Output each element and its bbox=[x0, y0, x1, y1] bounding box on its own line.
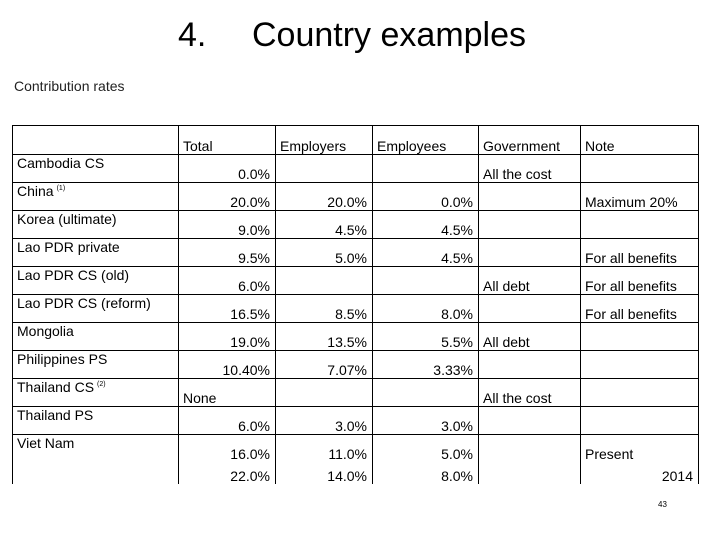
row-label: Viet Nam bbox=[17, 435, 75, 451]
total-cell: 16.0% bbox=[179, 435, 276, 463]
table-row bbox=[13, 155, 699, 183]
header-cell-government: Government bbox=[479, 126, 581, 155]
table-row bbox=[13, 183, 699, 211]
employees-cell: 4.5% bbox=[373, 211, 479, 239]
government-cell bbox=[479, 435, 581, 463]
total-cell: 10.40% bbox=[179, 351, 276, 379]
row-label: Cambodia CS bbox=[17, 155, 105, 171]
row-label-cell bbox=[13, 407, 179, 435]
table-row bbox=[13, 323, 699, 351]
row-label: Korea (ultimate) bbox=[17, 211, 117, 227]
header-cell-total: Total bbox=[179, 126, 276, 155]
row-label: Lao PDR CS (old) bbox=[17, 267, 130, 283]
employers-cell: 20.0% bbox=[276, 183, 373, 211]
government-cell bbox=[479, 183, 581, 211]
note-cell: For all benefits bbox=[581, 295, 699, 323]
government-cell bbox=[479, 407, 581, 435]
employees-cell: 3.33% bbox=[373, 351, 479, 379]
employers-cell: 8.5% bbox=[276, 295, 373, 323]
row-label: Lao PDR private bbox=[17, 239, 120, 255]
employees-cell: 4.5% bbox=[373, 239, 479, 267]
table-row-continuation bbox=[13, 462, 699, 484]
employers-cell bbox=[276, 155, 373, 183]
total-cell: 22.0% bbox=[179, 462, 276, 484]
contribution-rates-table bbox=[12, 125, 699, 484]
employers-cell bbox=[276, 267, 373, 295]
row-label: Mongolia bbox=[17, 323, 74, 339]
slide-title bbox=[0, 16, 720, 60]
government-cell bbox=[479, 351, 581, 379]
total-cell: 6.0% bbox=[179, 267, 276, 295]
employers-cell: 11.0% bbox=[276, 435, 373, 463]
employees-cell: 0.0% bbox=[373, 183, 479, 211]
employees-cell: 3.0% bbox=[373, 407, 479, 435]
row-label-cell bbox=[13, 155, 179, 183]
title-number: 4. bbox=[178, 16, 207, 54]
table-row bbox=[13, 239, 699, 267]
row-label: China bbox=[17, 183, 54, 199]
table-row bbox=[13, 435, 699, 463]
total-cell: 16.5% bbox=[179, 295, 276, 323]
row-label-cell bbox=[13, 379, 179, 407]
government-cell bbox=[479, 295, 581, 323]
government-cell bbox=[479, 239, 581, 267]
total-cell: 6.0% bbox=[179, 407, 276, 435]
note-cell: For all benefits bbox=[581, 239, 699, 267]
total-cell: 20.0% bbox=[179, 183, 276, 211]
note-cell bbox=[581, 323, 699, 351]
table-row bbox=[13, 267, 699, 295]
footnote-marker: (1) bbox=[56, 185, 66, 193]
row-label-cell bbox=[13, 435, 179, 463]
note-cell: For all benefits bbox=[581, 267, 699, 295]
note-cell bbox=[581, 351, 699, 379]
row-label-cell bbox=[13, 323, 179, 351]
row-label-cell bbox=[13, 295, 179, 323]
government-cell: All debt bbox=[479, 323, 581, 351]
row-label-cell bbox=[13, 211, 179, 239]
page-number: 43 bbox=[658, 500, 667, 509]
note-cell: Maximum 20% bbox=[581, 183, 699, 211]
note-cell bbox=[581, 211, 699, 239]
header-cell-employees: Employees bbox=[373, 126, 479, 155]
government-cell: All debt bbox=[479, 267, 581, 295]
row-label: Philippines PS bbox=[17, 351, 108, 367]
employers-cell bbox=[276, 379, 373, 407]
employers-cell: 13.5% bbox=[276, 323, 373, 351]
employers-cell: 5.0% bbox=[276, 239, 373, 267]
total-cell: 0.0% bbox=[179, 155, 276, 183]
row-label-cell bbox=[13, 462, 179, 484]
note-cell bbox=[581, 379, 699, 407]
total-cell: 9.5% bbox=[179, 239, 276, 267]
employees-cell: 5.5% bbox=[373, 323, 479, 351]
employers-cell: 14.0% bbox=[276, 462, 373, 484]
employees-cell: 8.0% bbox=[373, 462, 479, 484]
row-label-cell bbox=[13, 267, 179, 295]
employers-cell: 4.5% bbox=[276, 211, 373, 239]
table-row bbox=[13, 379, 699, 407]
row-label: Thailand PS bbox=[17, 407, 94, 423]
table-body bbox=[13, 126, 699, 485]
table-caption: Contribution rates bbox=[14, 78, 125, 94]
header-cell-country bbox=[13, 126, 179, 155]
government-cell bbox=[479, 462, 581, 484]
row-label: Thailand CS bbox=[17, 379, 95, 395]
employees-cell: 8.0% bbox=[373, 295, 479, 323]
employees-cell bbox=[373, 267, 479, 295]
note-cell: 2014 bbox=[581, 462, 699, 484]
table-row bbox=[13, 295, 699, 323]
employees-cell: 5.0% bbox=[373, 435, 479, 463]
total-cell: None bbox=[179, 379, 276, 407]
row-label: Lao PDR CS (reform) bbox=[17, 295, 151, 311]
employers-cell: 3.0% bbox=[276, 407, 373, 435]
total-cell: 9.0% bbox=[179, 211, 276, 239]
row-label-cell bbox=[13, 183, 179, 211]
note-cell: Present bbox=[581, 435, 699, 463]
employees-cell bbox=[373, 379, 479, 407]
government-cell: All the cost bbox=[479, 155, 581, 183]
header-cell-employers: Employers bbox=[276, 126, 373, 155]
header-row bbox=[13, 126, 699, 155]
table-row bbox=[13, 351, 699, 379]
header-cell-note: Note bbox=[581, 126, 699, 155]
government-cell: All the cost bbox=[479, 379, 581, 407]
row-label-cell bbox=[13, 351, 179, 379]
note-cell bbox=[581, 155, 699, 183]
row-label-cell bbox=[13, 239, 179, 267]
table-row bbox=[13, 407, 699, 435]
title-text: Country examples bbox=[252, 16, 527, 54]
employees-cell bbox=[373, 155, 479, 183]
total-cell: 19.0% bbox=[179, 323, 276, 351]
government-cell bbox=[479, 211, 581, 239]
employers-cell: 7.07% bbox=[276, 351, 373, 379]
footnote-marker: (2) bbox=[97, 381, 106, 389]
table-row bbox=[13, 211, 699, 239]
note-cell bbox=[581, 407, 699, 435]
